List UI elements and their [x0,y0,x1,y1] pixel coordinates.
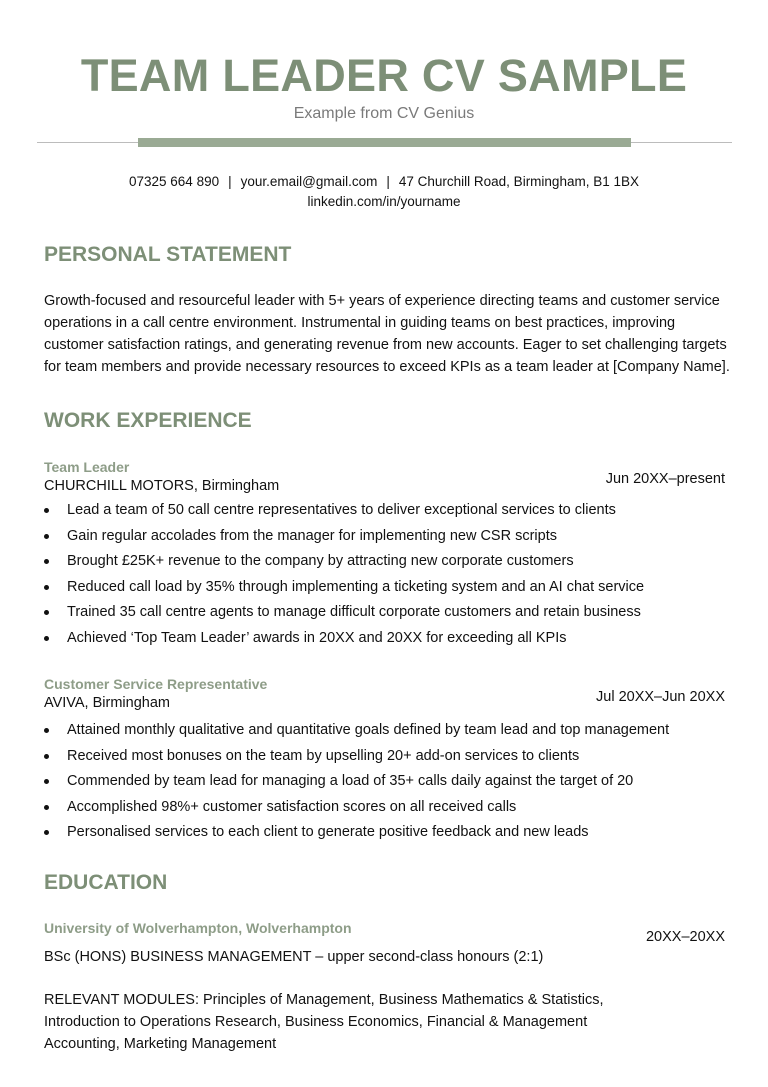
list-item [44,602,734,628]
job-company: AVIVA, Birmingham [44,695,170,711]
bullet-dot [44,830,49,835]
education-heading: EDUCATION [44,871,168,894]
contact-email[interactable]: your.email@gmail.com [240,174,378,189]
education-school: University of Wolverhampton, Wolverhampton [44,920,352,936]
contact-phone: 07325 664 890 [129,174,220,189]
list-item [44,500,734,526]
bullet-dot [44,754,49,759]
list-item [44,720,734,746]
bullet-text: Achieved ‘Top Team Leader’ awards in 20XX and 20XX for exceeding all KPIs [67,629,567,646]
bullet-text: Commended by team lead for managing a load of 35+ calls daily against the target of 20 [67,773,634,790]
list-item [44,577,734,603]
contact-block [0,172,768,212]
bullet-dot [44,534,49,539]
cv-subtitle: Example from CV Genius [293,105,475,122]
bullet-text: Attained monthly qualitative and quantitative goals defined by team lead and top management [67,722,670,738]
bullet-dot [44,805,49,810]
list-item [44,746,734,772]
bullet-dot [44,610,49,615]
work-experience-heading: WORK EXPERIENCE [44,409,252,432]
contact-address: 47 Churchill Road, Birmingham, B1 1BX [398,174,639,189]
personal-statement-heading: PERSONAL STATEMENT [44,243,292,266]
bullet-dot [44,508,49,513]
bullet-text: Trained 35 call centre agents to manage difficult corporate customers and retain business [67,604,641,621]
bullet-dot [44,636,49,641]
bullet-text: Reduced call load by 35% through implementing a ticketing system and an AI chat service [67,578,645,595]
contact-separator: | [228,174,232,189]
bullet-dot [44,728,49,733]
list-item [44,822,734,848]
list-item [44,771,734,797]
bullet-text: Accomplished 98%+ customer satisfaction scores on all received calls [67,798,517,815]
personal-statement-text: Growth-focused and resourceful leader with 5+ years of experience directing teams and customer service operations in a call centre environment. Instrumental in guiding teams on best practices, improving customer satisfaction ratings, and generating revenue from new accounts. Eager to set challenging targets for team members and provide necessary resources to exceed KPIs as a team leader at [Company Name]. [44,293,730,375]
list-item [44,551,734,577]
contact-separator: | [386,174,390,189]
header-accent-bar [138,138,631,147]
bullet-text: Received most bonuses on the team by upselling 20+ add-on services to clients [67,747,580,764]
job-role: Team Leader [44,459,130,475]
cv-title: TEAM LEADER CV SAMPLE [80,50,688,101]
bullet-dot [44,585,49,590]
bullet-text: Personalised services to each client to generate positive feedback and new leads [67,824,589,841]
education-dates: 20XX–20XX [645,929,725,945]
job-company: CHURCHILL MOTORS, Birmingham [44,478,280,494]
bullet-text: Lead a team of 50 call centre representatives to deliver exceptional services to clients [67,502,616,518]
list-item [44,628,734,654]
contact-linkedin[interactable]: linkedin.com/in/yourname [307,194,461,209]
bullet-dot [44,779,49,784]
job-role: Customer Service Representative [44,676,268,692]
job-bullet-list [44,500,734,654]
job-dates: Jul 20XX–Jun 20XX [596,689,725,705]
bullet-text: Gain regular accolades from the manager for implementing new CSR scripts [67,527,557,544]
education-degree: BSc (HONS) BUSINESS MANAGEMENT – upper second-class honours (2:1) [44,949,544,965]
list-item [44,797,734,823]
bullet-dot [44,559,49,564]
job-bullet-list [44,720,734,848]
list-item [44,526,734,552]
job-dates: Jun 20XX–present [605,471,725,487]
contact-line [0,172,768,192]
bullet-text: Brought £25K+ revenue to the company by attracting new corporate customers [67,553,574,570]
education-modules: RELEVANT MODULES: Principles of Management, Business Mathematics & Statistics, Introduction to Operations Research, Business Economics, Financial & Management Accounting, Marketing Management [44,992,604,1052]
